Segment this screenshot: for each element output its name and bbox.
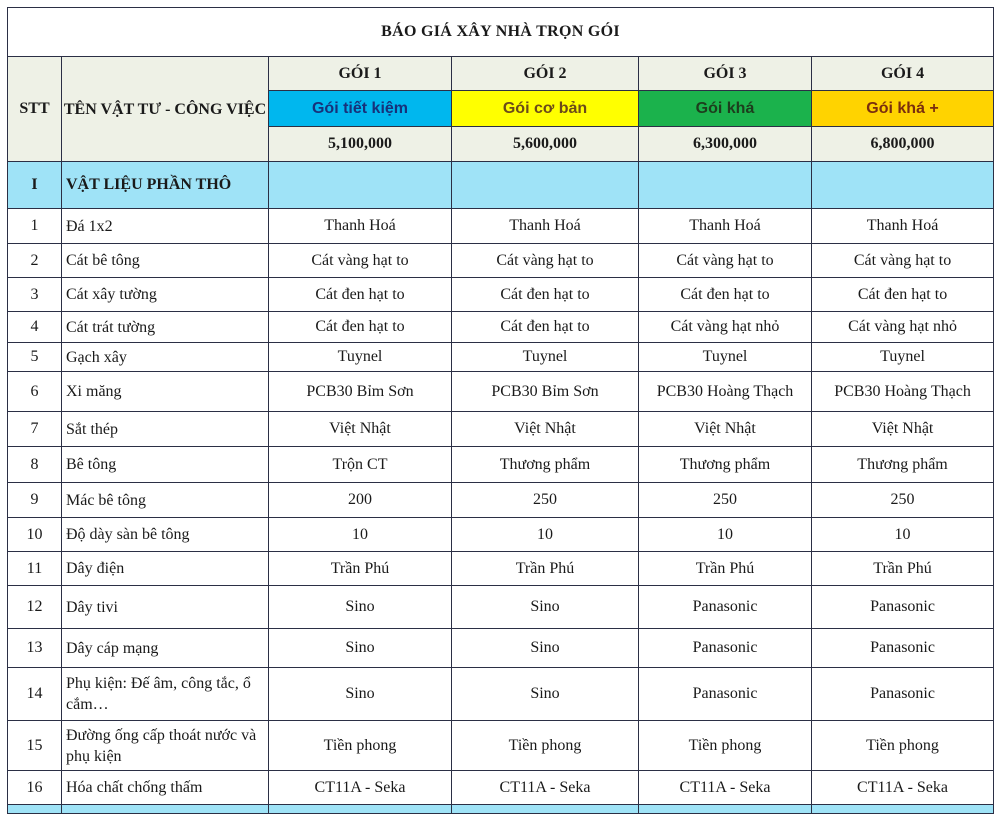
- section-empty-cell: [452, 162, 639, 209]
- section-empty-cell: [269, 162, 452, 209]
- table-row: [8, 372, 994, 412]
- table-row: [8, 412, 994, 447]
- row-stt: 13: [8, 629, 62, 668]
- row-package-2-value: Tiền phong: [452, 721, 639, 771]
- package-4-price: 6,800,000: [812, 127, 994, 162]
- row-item-name: Cát trát tường: [62, 312, 269, 343]
- row-item-name: Hóa chất chống thấm: [62, 771, 269, 805]
- row-package-2-value: Trần Phú: [452, 552, 639, 586]
- package-1-price: 5,100,000: [269, 127, 452, 162]
- row-package-1-value: Tiền phong: [269, 721, 452, 771]
- row-package-1-value: Trộn CT: [269, 447, 452, 483]
- row-package-2-value: Sino: [452, 586, 639, 629]
- row-package-3-value: Tuynel: [639, 343, 812, 372]
- table-row: [8, 209, 994, 244]
- section-empty-cell: [269, 805, 452, 814]
- row-package-2-value: 250: [452, 483, 639, 518]
- section-empty-cell: [452, 805, 639, 814]
- next-section-row: [8, 805, 994, 814]
- section-empty-cell: [639, 805, 812, 814]
- row-package-4-value: Cát đen hạt to: [812, 278, 994, 312]
- row-item-name: Dây cáp mạng: [62, 629, 269, 668]
- table-title: BÁO GIÁ XÂY NHÀ TRỌN GÓI: [8, 8, 994, 57]
- row-package-1-value: Cát đen hạt to: [269, 278, 452, 312]
- section-stt: I: [8, 162, 62, 209]
- row-package-3-value: PCB30 Hoàng Thạch: [639, 372, 812, 412]
- row-package-4-value: 250: [812, 483, 994, 518]
- table-row: [8, 629, 994, 668]
- row-stt: 16: [8, 771, 62, 805]
- row-item-name: Dây tivi: [62, 586, 269, 629]
- row-item-name: Bê tông: [62, 447, 269, 483]
- row-item-name: Đường ống cấp thoát nước và phụ kiện: [62, 721, 269, 771]
- row-package-1-value: CT11A - Seka: [269, 771, 452, 805]
- table-row: [8, 668, 994, 721]
- row-package-2-value: PCB30 Bỉm Sơn: [452, 372, 639, 412]
- row-package-3-value: Thương phẩm: [639, 447, 812, 483]
- row-package-3-value: Cát vàng hạt nhỏ: [639, 312, 812, 343]
- package-1-name: GÓI 1: [269, 57, 452, 91]
- row-package-3-value: Cát đen hạt to: [639, 278, 812, 312]
- package-2-name: GÓI 2: [452, 57, 639, 91]
- row-package-3-value: Việt Nhật: [639, 412, 812, 447]
- section-empty-cell: [812, 162, 994, 209]
- row-package-4-value: Panasonic: [812, 586, 994, 629]
- header-stt: STT: [8, 57, 62, 162]
- table-row: [8, 343, 994, 372]
- row-stt: 6: [8, 372, 62, 412]
- row-item-name: Mác bê tông: [62, 483, 269, 518]
- row-package-4-value: PCB30 Hoàng Thạch: [812, 372, 994, 412]
- row-package-4-value: Tiền phong: [812, 721, 994, 771]
- row-package-3-value: 10: [639, 518, 812, 552]
- section-empty-cell: [62, 805, 269, 814]
- row-package-2-value: Sino: [452, 668, 639, 721]
- section-row: [8, 162, 994, 209]
- row-package-3-value: Tiền phong: [639, 721, 812, 771]
- table-row: [8, 586, 994, 629]
- row-package-1-value: Sino: [269, 629, 452, 668]
- table-row: [8, 312, 994, 343]
- row-package-1-value: Việt Nhật: [269, 412, 452, 447]
- row-stt: 12: [8, 586, 62, 629]
- row-package-1-value: 10: [269, 518, 452, 552]
- row-stt: 5: [8, 343, 62, 372]
- row-stt: 14: [8, 668, 62, 721]
- row-package-4-value: Việt Nhật: [812, 412, 994, 447]
- price-quote-table: [7, 7, 994, 814]
- section-empty-cell: [639, 162, 812, 209]
- row-package-1-value: Thanh Hoá: [269, 209, 452, 244]
- row-package-1-value: PCB30 Bỉm Sơn: [269, 372, 452, 412]
- table-row: [8, 721, 994, 771]
- row-package-1-value: Cát đen hạt to: [269, 312, 452, 343]
- table-row: [8, 518, 994, 552]
- package-3-price: 6,300,000: [639, 127, 812, 162]
- row-item-name: Dây điện: [62, 552, 269, 586]
- package-3-name: GÓI 3: [639, 57, 812, 91]
- row-item-name: Xi măng: [62, 372, 269, 412]
- row-item-name: Sắt thép: [62, 412, 269, 447]
- row-package-2-value: CT11A - Seka: [452, 771, 639, 805]
- row-package-3-value: 250: [639, 483, 812, 518]
- table-row: [8, 771, 994, 805]
- row-package-1-value: Sino: [269, 668, 452, 721]
- package-2-price: 5,600,000: [452, 127, 639, 162]
- row-item-name: Cát bê tông: [62, 244, 269, 278]
- row-package-2-value: Cát đen hạt to: [452, 312, 639, 343]
- row-stt: 4: [8, 312, 62, 343]
- row-item-name: Đá 1x2: [62, 209, 269, 244]
- package-3-label: Gói khá: [639, 91, 812, 127]
- table-row: [8, 483, 994, 518]
- row-package-4-value: Cát vàng hạt nhỏ: [812, 312, 994, 343]
- section-empty-cell: [812, 805, 994, 814]
- row-package-3-value: Panasonic: [639, 668, 812, 721]
- row-package-4-value: CT11A - Seka: [812, 771, 994, 805]
- row-package-3-value: CT11A - Seka: [639, 771, 812, 805]
- row-package-2-value: Thanh Hoá: [452, 209, 639, 244]
- row-package-4-value: 10: [812, 518, 994, 552]
- row-package-2-value: Cát đen hạt to: [452, 278, 639, 312]
- row-package-3-value: Cát vàng hạt to: [639, 244, 812, 278]
- row-package-3-value: Panasonic: [639, 629, 812, 668]
- row-stt: 15: [8, 721, 62, 771]
- row-stt: 7: [8, 412, 62, 447]
- row-item-name: Độ dày sàn bê tông: [62, 518, 269, 552]
- row-package-2-value: Cát vàng hạt to: [452, 244, 639, 278]
- row-item-name: Phụ kiện: Đế âm, công tắc, ổ cắm…: [62, 668, 269, 721]
- row-package-4-value: Thương phẩm: [812, 447, 994, 483]
- row-stt: 1: [8, 209, 62, 244]
- table-row: [8, 552, 994, 586]
- table-row: [8, 244, 994, 278]
- section-empty-cell: [8, 805, 62, 814]
- table-row: [8, 278, 994, 312]
- row-stt: 3: [8, 278, 62, 312]
- row-package-1-value: Tuynel: [269, 343, 452, 372]
- row-package-1-value: Trần Phú: [269, 552, 452, 586]
- row-package-1-value: Sino: [269, 586, 452, 629]
- row-package-2-value: 10: [452, 518, 639, 552]
- row-package-1-value: 200: [269, 483, 452, 518]
- row-package-2-value: Việt Nhật: [452, 412, 639, 447]
- row-stt: 2: [8, 244, 62, 278]
- row-package-4-value: Trần Phú: [812, 552, 994, 586]
- table-row: [8, 447, 994, 483]
- section-title: VẬT LIỆU PHẦN THÔ: [62, 162, 269, 209]
- row-package-2-value: Tuynel: [452, 343, 639, 372]
- header-item-name: TÊN VẬT TƯ - CÔNG VIỆC: [62, 57, 269, 162]
- row-stt: 10: [8, 518, 62, 552]
- row-item-name: Gạch xây: [62, 343, 269, 372]
- row-package-3-value: Trần Phú: [639, 552, 812, 586]
- package-4-label: Gói khá +: [812, 91, 994, 127]
- row-stt: 11: [8, 552, 62, 586]
- row-package-2-value: Sino: [452, 629, 639, 668]
- row-package-2-value: Thương phẩm: [452, 447, 639, 483]
- row-stt: 8: [8, 447, 62, 483]
- package-2-label: Gói cơ bản: [452, 91, 639, 127]
- row-package-4-value: Tuynel: [812, 343, 994, 372]
- row-package-4-value: Panasonic: [812, 629, 994, 668]
- package-4-name: GÓI 4: [812, 57, 994, 91]
- row-package-3-value: Thanh Hoá: [639, 209, 812, 244]
- row-package-4-value: Panasonic: [812, 668, 994, 721]
- row-package-4-value: Thanh Hoá: [812, 209, 994, 244]
- row-item-name: Cát xây tường: [62, 278, 269, 312]
- row-package-1-value: Cát vàng hạt to: [269, 244, 452, 278]
- package-1-label: Gói tiết kiệm: [269, 91, 452, 127]
- row-stt: 9: [8, 483, 62, 518]
- row-package-3-value: Panasonic: [639, 586, 812, 629]
- row-package-4-value: Cát vàng hạt to: [812, 244, 994, 278]
